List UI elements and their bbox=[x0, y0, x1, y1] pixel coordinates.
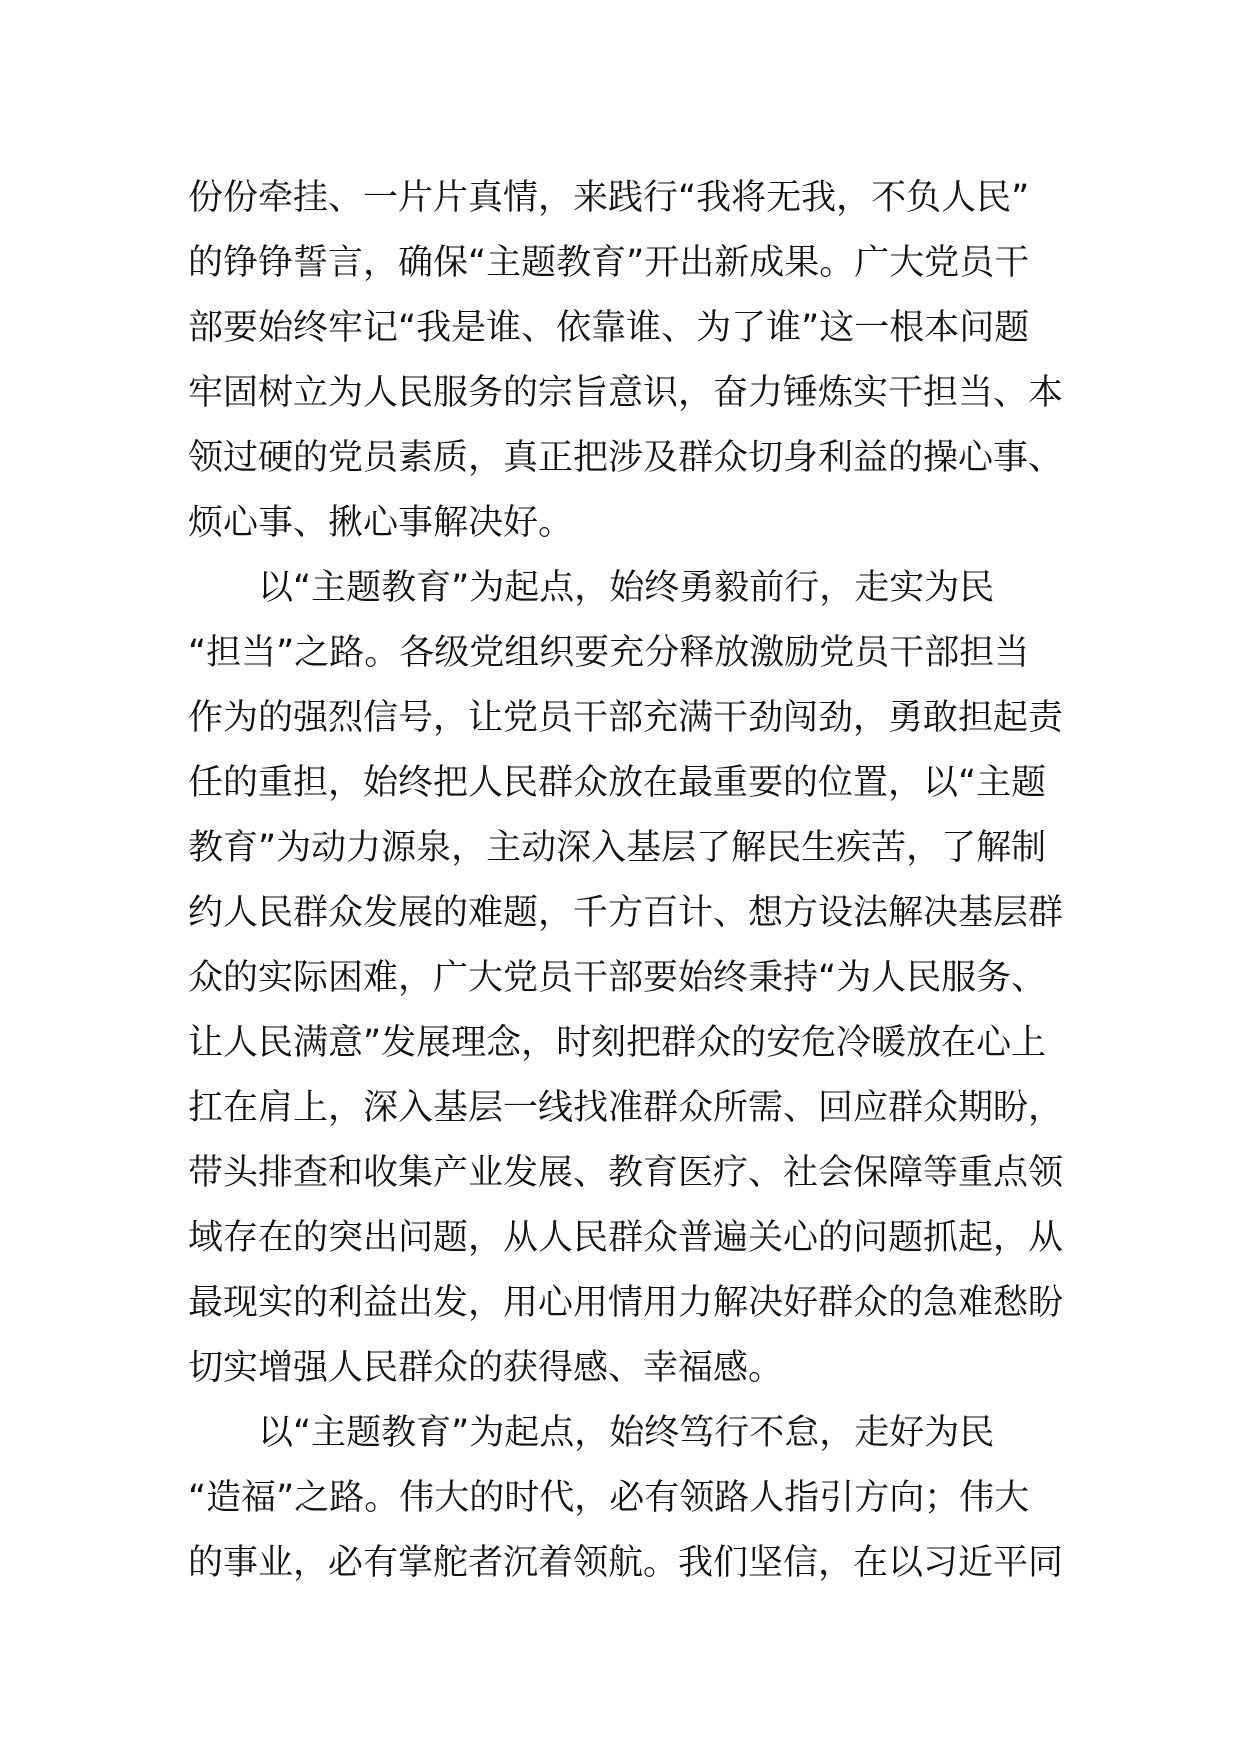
text-line: 领过硬的党员素质，真正把涉及群众切身利益的操心事、 bbox=[188, 438, 1064, 478]
text-line: 任的重担，始终把人民群众放在最重要的位置，以“主题 bbox=[188, 763, 1047, 803]
text-line: 教育”为动力源泉，主动深入基层了解民生疾苦，了解制 bbox=[188, 828, 1047, 868]
text-line: 牢固树立为人民服务的宗旨意识，奋力锤炼实干担当、本 bbox=[188, 373, 1064, 413]
text-line: 约人民群众发展的难题，千方百计、想方设法解决基层群 bbox=[188, 893, 1064, 933]
text-line: 带头排查和收集产业发展、教育医疗、社会保障等重点领 bbox=[188, 1153, 1064, 1193]
text-line: 扛在肩上，深入基层一线找准群众所需、回应群众期盼， bbox=[188, 1088, 1064, 1128]
paragraph-start-line: 以“主题教育”为起点，始终勇毅前行，走实为民 bbox=[258, 568, 995, 608]
text-line: 份份牵挂、一片片真情，来践行“我将无我，不负人民” bbox=[188, 178, 1030, 218]
text-line: 众的实际困难，广大党员干部要始终秉持“为人民服务、 bbox=[188, 958, 1047, 998]
text-line: 部要始终牢记“我是谁、依靠谁、为了谁”这一根本问题 bbox=[188, 308, 1030, 348]
text-line: 的事业，必有掌舵者沉着领航。我们坚信，在以习近平同 bbox=[188, 1543, 1064, 1583]
text-line: 的铮铮誓言，确保“主题教育”开出新成果。广大党员干 bbox=[188, 243, 1030, 283]
text-line: 烦心事、揪心事解决好。 bbox=[188, 503, 574, 543]
text-line: 作为的强烈信号，让党员干部充满干劲闯劲，勇敢担起责 bbox=[188, 698, 1064, 738]
text-line: 域存在的突出问题，从人民群众普遍关心的问题抓起，从 bbox=[188, 1218, 1064, 1258]
body-text bbox=[188, 166, 1068, 1596]
text-line: 让人民满意”发展理念，时刻把群众的安危冷暖放在心上 bbox=[188, 1023, 1047, 1063]
text-line: “担当”之路。各级党组织要充分释放激励党员干部担当 bbox=[188, 633, 1030, 673]
text-line: 最现实的利益出发，用心用情用力解决好群众的急难愁盼 bbox=[188, 1283, 1064, 1323]
paragraph-start-line: 以“主题教育”为起点，始终笃行不怠，走好为民 bbox=[258, 1413, 995, 1453]
text-line: “造福”之路。伟大的时代，必有领路人指引方向；伟大 bbox=[188, 1478, 1030, 1518]
text-line: 切实增强人民群众的获得感、幸福感。 bbox=[188, 1348, 784, 1388]
